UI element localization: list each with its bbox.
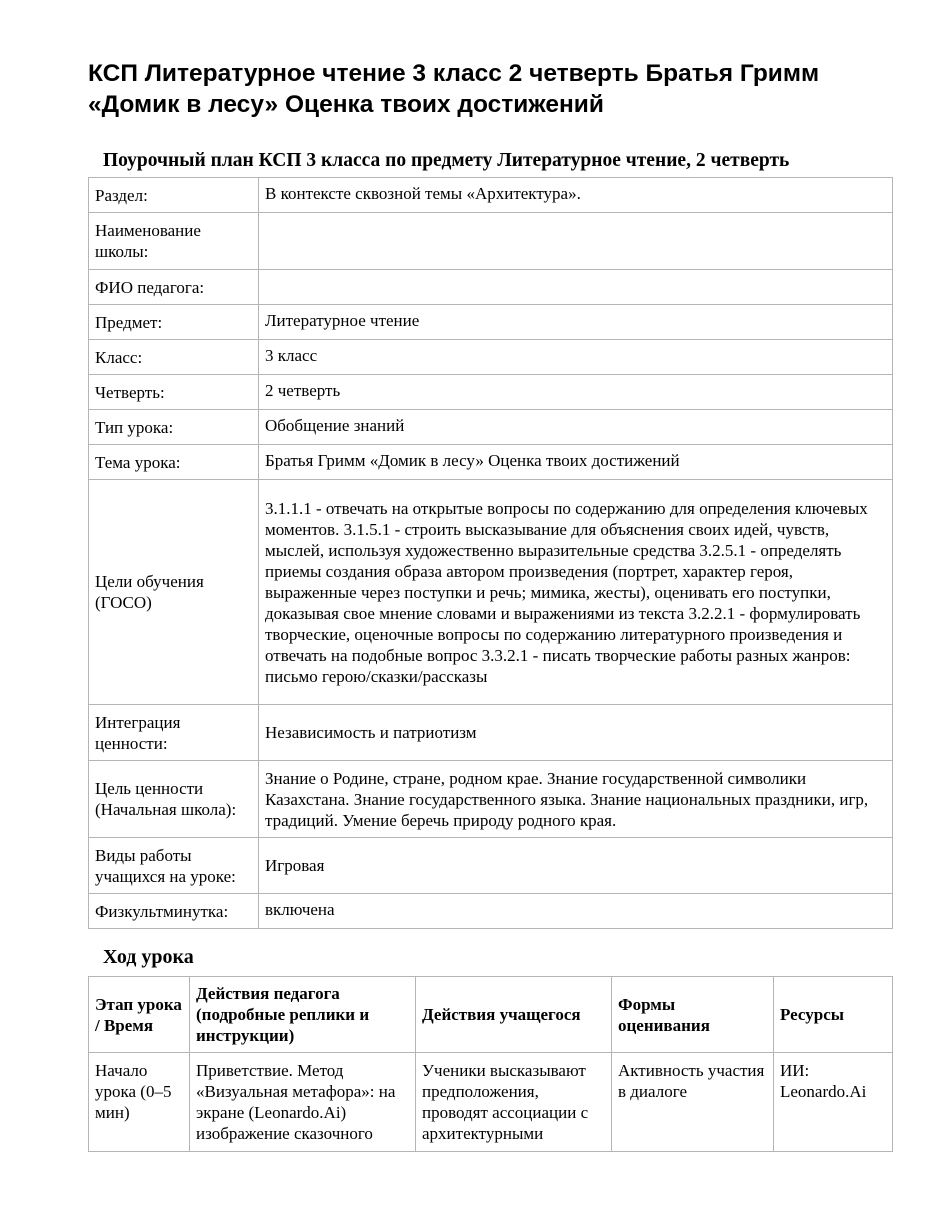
info-row-grade — [89, 340, 893, 375]
column-header-teacher-actions: Действия педагога (подробные реплики и инструкции) — [190, 977, 416, 1053]
info-value: Независимость и патриотизм — [259, 705, 893, 761]
info-label: Тип урока: — [89, 410, 259, 445]
info-row-teacher — [89, 270, 893, 305]
info-row-value-integration — [89, 705, 893, 761]
document-page — [88, 58, 893, 1152]
info-value: включена — [259, 894, 893, 929]
lesson-info-table — [88, 177, 893, 929]
info-value: Литературное чтение — [259, 305, 893, 340]
column-header-student-actions: Действия учащегося — [416, 977, 612, 1053]
info-label: Виды работы учащихся на уроке: — [89, 838, 259, 894]
document-title: КСП Литературное чтение 3 класс 2 четверть Братья Гримм «Домик в лесу» Оценка твоих достижений — [88, 60, 820, 118]
info-label: Класс: — [89, 340, 259, 375]
info-row-exercise-break — [89, 894, 893, 929]
cell-teacher-actions: Приветствие. Метод «Визуальная метафора»: на экране (Leonardo.Ai) изображение сказочного — [190, 1053, 416, 1152]
info-row-lesson-topic — [89, 445, 893, 480]
info-value: Знание о Родине, стране, родном крае. Знание государственной символики Казахстана. Знание государственного языка. Знание национальных праздники, игр, традиций. Умение беречь природу родного края. — [259, 761, 893, 838]
table-header-row — [89, 977, 893, 1053]
info-value: Обобщение знаний — [259, 410, 893, 445]
info-label: Четверть: — [89, 375, 259, 410]
cell-stage: Начало урока (0–5 мин) — [89, 1053, 190, 1152]
column-header-stage: Этап урока / Время — [89, 977, 190, 1053]
info-value: Игровая — [259, 838, 893, 894]
info-value: 2 четверть — [259, 375, 893, 410]
column-header-resources: Ресурсы — [774, 977, 893, 1053]
plan-subtitle: Поурочный план КСП 3 класса по предмету Литературное чтение, 2 четверть — [103, 150, 790, 171]
info-row-section — [89, 178, 893, 213]
info-value — [259, 270, 893, 305]
info-row-subject — [89, 305, 893, 340]
info-value — [259, 213, 893, 270]
info-row-value-goal — [89, 761, 893, 838]
info-label: Физкультминутка: — [89, 894, 259, 929]
cell-student-actions: Ученики высказывают предположения, проводят ассоциации с архитектурными — [416, 1053, 612, 1152]
info-label: ФИО педагога: — [89, 270, 259, 305]
lesson-steps-table — [88, 976, 893, 1152]
info-label: Раздел: — [89, 178, 259, 213]
info-label: Интеграция ценности: — [89, 705, 259, 761]
cell-resources: ИИ: Leonardo.Ai — [774, 1053, 893, 1152]
table-row — [89, 1053, 893, 1152]
info-row-quarter — [89, 375, 893, 410]
info-row-school — [89, 213, 893, 270]
info-label: Наименование школы: — [89, 213, 259, 270]
info-label: Цели обучения (ГОСО) — [89, 480, 259, 705]
info-value: В контексте сквозной темы «Архитектура». — [259, 178, 893, 213]
info-row-lesson-type — [89, 410, 893, 445]
info-label: Тема урока: — [89, 445, 259, 480]
cell-assessment: Активность участия в диалоге — [612, 1053, 774, 1152]
info-label: Предмет: — [89, 305, 259, 340]
info-row-learning-goals — [89, 480, 893, 705]
lesson-progress-heading: Ход урока — [103, 946, 194, 968]
info-value: Братья Гримм «Домик в лесу» Оценка твоих достижений — [259, 445, 893, 480]
info-value: 3.1.1.1 - отвечать на открытые вопросы по содержанию для определения ключевых моментов. 3.1.5.1 - строить высказывание для объяснения своих идей, чувств, мыслей, используя художественно выразительные средства 3.2.5.1 - определять приемы создания образа автором произведения (портрет, характер героя, выраженные через поступки и речь; мимика, жесты), оценивать его поступки, доказывая свое мнение словами и выражениями из текста 3.2.2.1 - формулировать творческие, оценочные вопросы по содержанию литературного произведения и отвечать на подобные вопрос 3.3.2.1 - писать творческие работы разных жанров: письмо герою/сказки/рассказы — [259, 480, 893, 705]
info-value: 3 класс — [259, 340, 893, 375]
column-header-assessment: Формы оценивания — [612, 977, 774, 1053]
info-label: Цель ценности (Начальная школа): — [89, 761, 259, 838]
info-row-work-types — [89, 838, 893, 894]
